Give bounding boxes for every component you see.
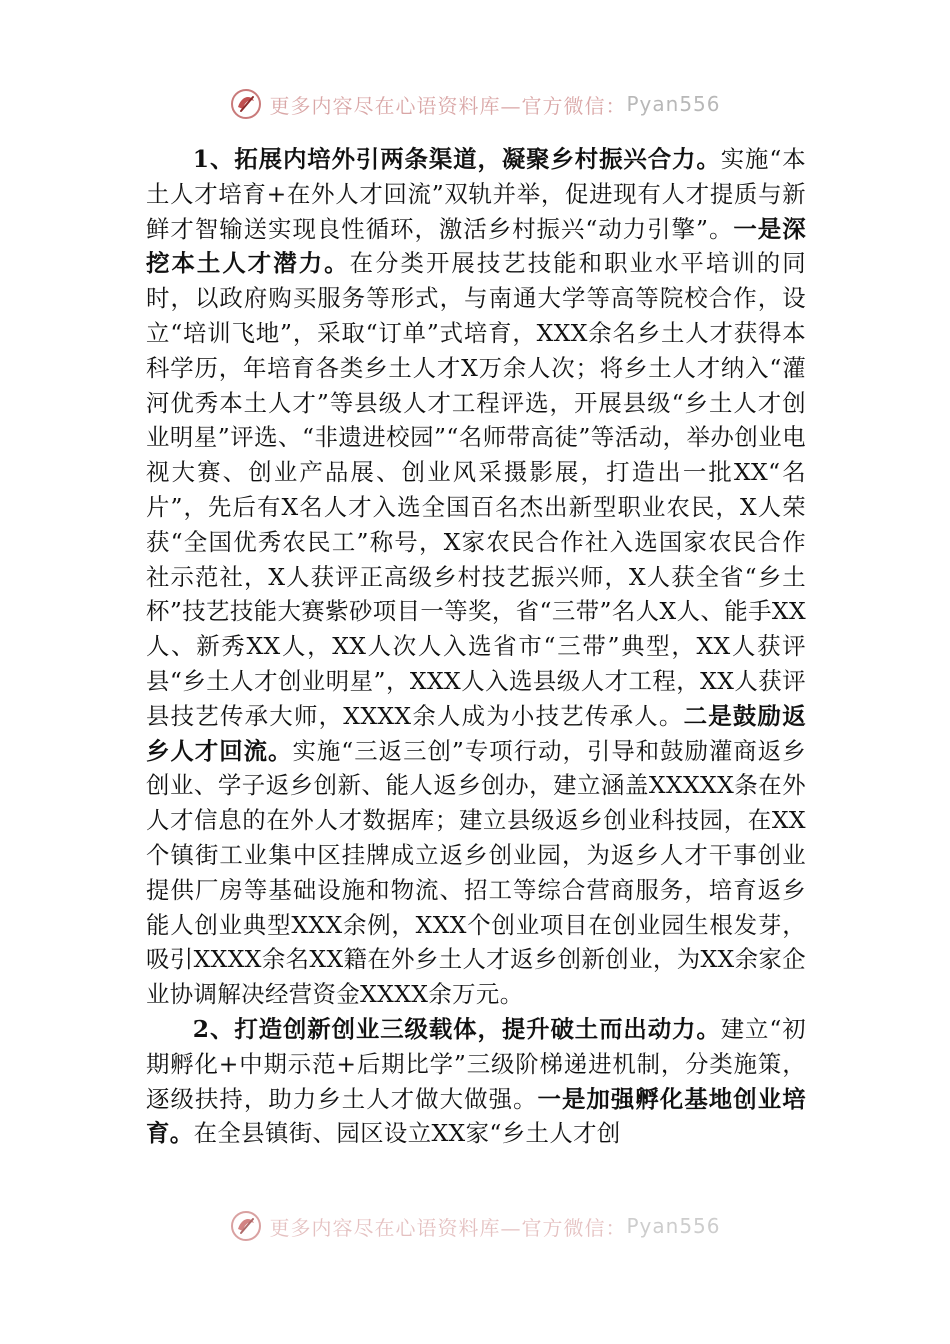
document-body — [146, 142, 806, 1207]
logo-icon — [229, 87, 263, 121]
paragraph-heading: 2、打造创新创业三级载体，提升破土而出动力。 — [192, 1014, 721, 1043]
watermark-wechat-id: Pyan556 — [626, 92, 721, 116]
watermark-header — [0, 84, 950, 124]
paragraph-intro: 建立“初期孵化+中期示范+后期比学”三级阶梯递进机制，分类施策，逐级扶持，助力乡土人才做大做强。 — [146, 1014, 806, 1113]
subsection-heading: 二是鼓励返乡人才回流。 — [146, 701, 806, 765]
paragraph-intro: 实施“本土人才培育+在外人才回流”双轨并举，促进现有人才提质与新鲜才智输送实现良性循环，激活乡村振兴“动力引擎”。 — [146, 145, 806, 243]
subsection-text: 在分类开展技艺技能和职业水平培训的同时，以政府购买服务等形式，与南通大学等高等院校合作，设立“培训飞地”，采取“订单”式培育，XXX余名乡土人才获得本科学历，年培育各类乡土人才X万余人次；将乡土人才纳入“灌河优秀本土人才”等县级人才工程评选，开展县级“乡土人才创业明星”评选、“非遗进校园”“名师带高徒”等活动，举办创业电视大赛、创业产品展、创业风采摄影展，打造出一批XX“名片”，先后有X名人才入选全国百名杰出新型职业农民，X人荣获“全国优秀农民工”称号，X家农民合作社入选国家农民合作社示范社，X人获评正高级乡村技艺振兴师，X人获全省“乡土杯”技艺技能大赛紫砂项目一等奖，省“三带”名人X人、能手XX人、新秀XX人，XX人次人入选省市“三带”典型，XX人获评县“乡土人才创业明星”，XXX人入选县级人才工程，XX人获评县技艺传承大师，XXXX余人成为小技艺传承人。 — [146, 249, 806, 730]
subsection-text: 实施“三返三创”专项行动，引导和鼓励灌商返乡创业、学子返乡创新、能人返乡创办，建立涵盖XXXXX条在外人才信息的在外人才数据库；建立县级返乡创业科技园，在XX个镇街工业集中区挂牌成立返乡创业园，为返乡人才干事创业提供厂房等基础设施和物流、招工等综合营商服务，培育返乡能人创业典型XXX余例，XXX个创业项目在创业园生根发芽，吸引XXXX余名XX籍在外乡土人才返乡创新创业，为XX余家企业协调解决经营资金XXXX余万元。 — [146, 736, 806, 1009]
paragraph-1 — [146, 142, 806, 1012]
subsection-heading: 一是深挖本土人才潜力。 — [146, 214, 806, 278]
subsection-heading: 一是加强孵化基地创业培育。 — [146, 1084, 806, 1148]
paragraph-heading: 1、拓展内培外引两条渠道，凝聚乡村振兴合力。 — [192, 145, 721, 173]
watermark-footer — [0, 1206, 950, 1246]
watermark-text: 更多内容尽在心语资料库—官方微信： — [269, 1215, 627, 1240]
watermark-text: 更多内容尽在心语资料库—官方微信： — [269, 93, 627, 118]
subsection-text: 在全县镇街、园区设立XX家“乡土人才创 — [193, 1119, 621, 1148]
logo-icon — [229, 1209, 263, 1243]
watermark-wechat-id: Pyan556 — [626, 1214, 721, 1238]
paragraph-2 — [146, 1012, 806, 1151]
